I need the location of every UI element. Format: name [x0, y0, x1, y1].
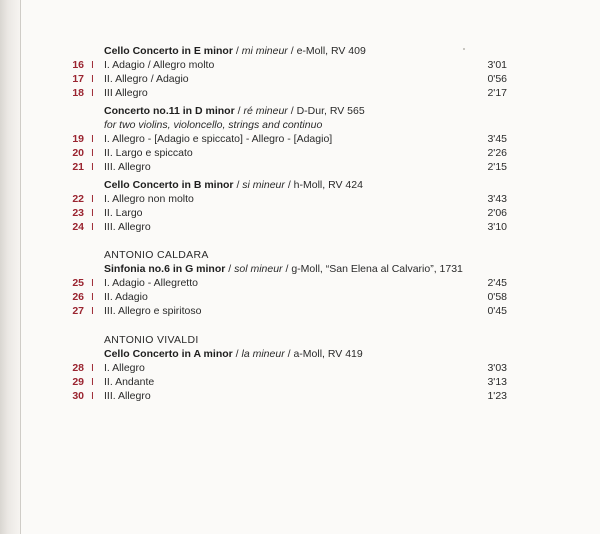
track-number: 26 — [72, 291, 84, 303]
track-title: III. Allegro e spiritoso — [104, 305, 202, 317]
title-separator: / — [235, 45, 239, 57]
track-row — [0, 361, 600, 375]
track-duration: 3'10 — [487, 221, 507, 233]
track-row — [0, 192, 600, 206]
title-separator: / — [290, 105, 294, 117]
track-row — [0, 389, 600, 403]
track-number: 25 — [72, 277, 84, 289]
track-title: I. Allegro non molto — [104, 193, 194, 205]
work-title: Cello Concerto in B minor — [104, 179, 234, 191]
track-title: II. Largo e spiccato — [104, 147, 193, 159]
track-title: I. Adagio - Allegretto — [104, 277, 198, 289]
track-number: 18 — [72, 87, 84, 99]
track-duration: 3'01 — [487, 59, 507, 71]
track-duration: 1'23 — [487, 390, 507, 402]
title-separator: / — [290, 45, 294, 57]
track-title: II. Andante — [104, 376, 155, 388]
work-key-german: D-Dur, RV 565 — [296, 105, 365, 117]
track-title: I. Adagio / Allegro molto — [104, 59, 215, 71]
paper-speck — [463, 48, 465, 50]
track-divider: I — [91, 193, 94, 205]
track-duration: 3'03 — [487, 362, 507, 374]
track-row — [0, 290, 600, 304]
title-separator: / — [287, 348, 291, 360]
track-duration: 2'17 — [487, 87, 507, 99]
track-number: 21 — [72, 161, 84, 173]
track-divider: I — [91, 277, 94, 289]
work-title-line — [104, 347, 363, 361]
title-separator: / — [287, 179, 291, 191]
work-key-french: si mineur — [242, 179, 285, 191]
track-divider: I — [91, 73, 94, 85]
track-number: 20 — [72, 147, 84, 159]
track-title: II. Allegro / Adagio — [104, 73, 189, 85]
track-divider: I — [91, 87, 94, 99]
work-title: Sinfonia no.6 in G minor — [104, 263, 226, 275]
track-row — [0, 160, 600, 174]
track-number: 29 — [72, 376, 84, 388]
track-number: 27 — [72, 305, 84, 317]
track-row — [0, 276, 600, 290]
work-title-line — [104, 44, 366, 58]
track-divider: I — [91, 133, 94, 145]
track-duration: 2'06 — [487, 207, 507, 219]
track-divider: I — [91, 161, 94, 173]
title-separator: / — [237, 105, 241, 117]
composer-name: ANTONIO CALDARA — [104, 249, 209, 261]
track-row — [0, 72, 600, 86]
track-title: I. Allegro - [Adagio e spiccato] - Allegro - [Adagio] — [104, 133, 333, 145]
track-title: I. Allegro — [104, 362, 145, 374]
track-divider: I — [91, 291, 94, 303]
track-title: III. Allegro — [104, 221, 151, 233]
title-separator: / — [235, 348, 239, 360]
work-title-line — [104, 104, 365, 118]
track-number: 24 — [72, 221, 84, 233]
track-row — [0, 375, 600, 389]
track-duration: 3'45 — [487, 133, 507, 145]
track-duration: 3'43 — [487, 193, 507, 205]
track-row — [0, 86, 600, 100]
work-key-french: ré mineur — [243, 105, 288, 117]
track-row — [0, 146, 600, 160]
track-number: 17 — [72, 73, 84, 85]
track-title: III. Allegro — [104, 390, 151, 402]
work-key-french: la mineur — [241, 348, 285, 360]
track-duration: 3'13 — [487, 376, 507, 388]
track-number: 22 — [72, 193, 84, 205]
work-key-french: sol mineur — [234, 263, 283, 275]
work-title-line — [104, 262, 463, 276]
track-duration: 2'26 — [487, 147, 507, 159]
track-title: II. Adagio — [104, 291, 148, 303]
track-row — [0, 304, 600, 318]
track-divider: I — [91, 59, 94, 71]
track-number: 30 — [72, 390, 84, 402]
track-duration: 0'45 — [487, 305, 507, 317]
title-separator: / — [236, 179, 240, 191]
track-title: II. Largo — [104, 207, 143, 219]
track-divider: I — [91, 221, 94, 233]
track-title: III Allegro — [104, 87, 148, 99]
track-divider: I — [91, 362, 94, 374]
track-number: 19 — [72, 133, 84, 145]
composer-name: ANTONIO VIVALDI — [104, 334, 199, 346]
track-divider: I — [91, 376, 94, 388]
track-title: III. Allegro — [104, 161, 151, 173]
track-duration: 0'58 — [487, 291, 507, 303]
track-duration: 2'45 — [487, 277, 507, 289]
track-divider: I — [91, 207, 94, 219]
work-key-german: g-Moll, “San Elena al Calvario”, 1731 — [291, 263, 463, 275]
title-separator: / — [285, 263, 289, 275]
work-title-line — [104, 178, 363, 192]
work-title: Cello Concerto in E minor — [104, 45, 233, 57]
track-number: 16 — [72, 59, 84, 71]
work-key-german: e-Moll, RV 409 — [296, 45, 366, 57]
work-title: Concerto no.11 in D minor — [104, 105, 235, 117]
track-row — [0, 58, 600, 72]
work-title: Cello Concerto in A minor — [104, 348, 233, 360]
track-divider: I — [91, 390, 94, 402]
work-key-german: a-Moll, RV 419 — [293, 348, 363, 360]
track-divider: I — [91, 147, 94, 159]
track-duration: 0'56 — [487, 73, 507, 85]
work-instrumentation: for two violins, violoncello, strings and continuo — [104, 119, 323, 131]
track-row — [0, 220, 600, 234]
track-number: 23 — [72, 207, 84, 219]
title-separator: / — [228, 263, 232, 275]
track-row — [0, 132, 600, 146]
track-row — [0, 206, 600, 220]
track-number: 28 — [72, 362, 84, 374]
track-divider: I — [91, 305, 94, 317]
work-key-german: h-Moll, RV 424 — [293, 179, 363, 191]
work-key-french: mi mineur — [241, 45, 288, 57]
track-duration: 2'15 — [487, 161, 507, 173]
